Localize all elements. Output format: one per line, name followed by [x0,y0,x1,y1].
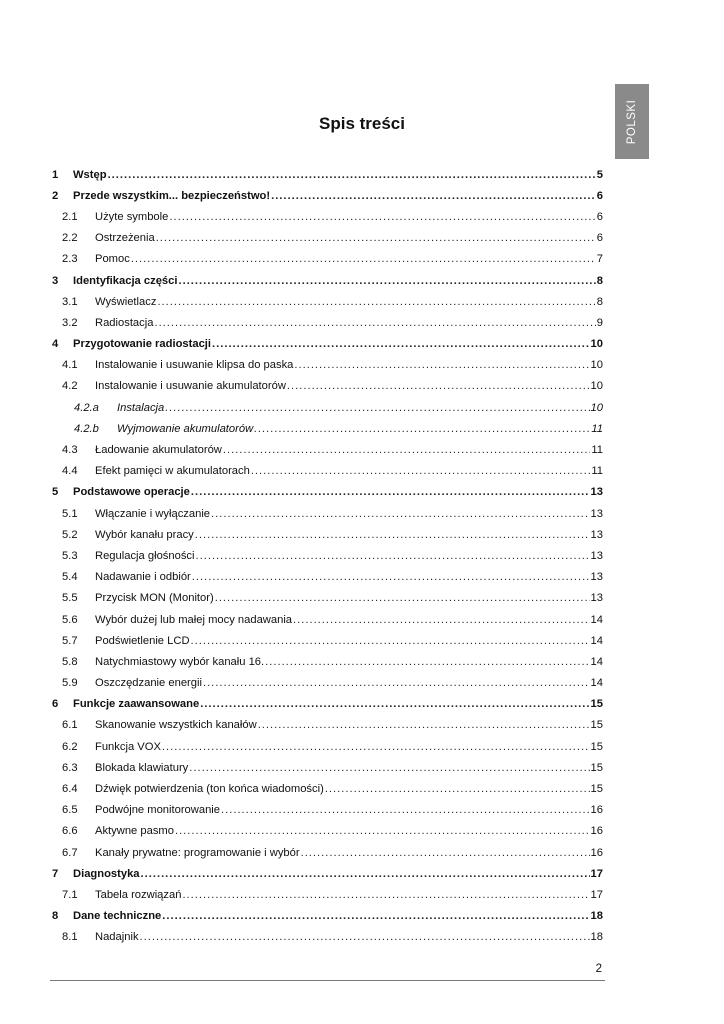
toc-entry-number: 4.1 [62,359,78,372]
toc-entry[interactable] [52,334,603,355]
toc-entry-number: 5.9 [62,677,78,690]
toc-entry-title: Regulacja głośności [95,549,195,562]
toc-entry[interactable] [52,206,603,227]
toc-leader-dots [192,571,590,583]
toc-leader-dots [169,211,595,223]
toc-leader-dots [287,380,590,392]
toc-entry-title: Wybór kanału pracy [95,528,194,541]
toc-entry[interactable] [52,736,603,757]
toc-entry-page: 15 [590,740,603,753]
toc-entry-page: 13 [590,549,603,562]
toc-entry[interactable] [52,418,603,439]
toc-entry-title: Wyjmowanie akumulatorów [117,422,254,435]
toc-leader-dots [178,275,595,287]
toc-leader-dots [293,614,590,626]
toc-entry-title: Oszczędzanie energii [95,677,202,690]
toc-entry-title: Podstawowe operacje [73,486,190,499]
toc-entry-page: 11 [591,444,603,457]
toc-entry-page: 6 [596,210,603,223]
toc-entry-title: Tabela rozwiązań [95,888,182,901]
toc-entry-page: 13 [590,486,603,499]
toc-entry-page: 10 [590,401,603,414]
toc-entry-title: Ładowanie akumulatorów [95,444,222,457]
toc-entry[interactable] [52,482,603,503]
toc-entry-number: 5.5 [62,592,78,605]
toc-leader-dots [156,232,596,244]
toc-entry-page: 16 [590,846,603,859]
toc-entry-page: 13 [590,592,603,605]
toc-entry[interactable] [52,567,603,588]
toc-entry-number: 6.5 [62,804,78,817]
toc-entry-title: Użyte symbole [95,210,169,223]
toc-entry[interactable] [52,524,603,545]
toc-entry[interactable] [52,185,603,206]
toc-entry-number: 6.7 [62,846,78,859]
toc-entry-number: 5.3 [62,549,78,562]
toc-entry-number: 6.1 [62,719,78,732]
toc-entry-title: Instalowanie i usuwanie akumulatorów [95,380,286,393]
toc-entry-number: 6.2 [62,740,78,753]
toc-entry[interactable] [52,503,603,524]
toc-entry-title: Radiostacja [95,316,154,329]
toc-entry-page: 5 [596,168,603,181]
toc-entry-title: Przygotowanie radiostacji [73,338,212,351]
toc-entry-page: 17 [590,867,603,880]
toc-entry-number: 4.4 [62,465,78,478]
toc-leader-dots [191,635,590,647]
toc-leader-dots [131,253,596,265]
toc-leader-dots [294,359,589,371]
table-of-contents [52,164,603,948]
toc-leader-dots [211,508,590,520]
toc-entry-number: 2.2 [62,232,78,245]
toc-entry-title: Przede wszystkim... bezpieczeństwo! [73,189,271,202]
toc-entry-page: 15 [590,783,603,796]
toc-entry-page: 17 [590,888,603,901]
toc-entry-page: 13 [590,507,603,520]
toc-entry-title: Włączanie i wyłączanie [95,507,211,520]
toc-leader-dots [301,847,590,859]
toc-leader-dots [162,910,589,922]
toc-entry[interactable] [52,884,603,905]
toc-leader-dots [108,169,596,181]
toc-entry-number: 3.1 [62,295,78,308]
toc-entry-title: Wstęp [73,168,107,181]
toc-entry-number: 4.2.a [74,401,99,414]
toc-leader-dots [189,762,589,774]
toc-leader-dots [265,656,589,668]
toc-entry[interactable] [52,927,603,948]
toc-entry-title: Funkcja VOX [95,740,161,753]
toc-leader-dots [154,317,595,329]
toc-entry-title: Przycisk MON (Monitor) [95,592,214,605]
toc-entry-title: Nadajnik [95,931,139,944]
toc-entry-page: 10 [590,380,603,393]
toc-entry-number: 3 [52,274,59,287]
toc-entry-title: Blokada klawiatury [95,761,189,774]
toc-entry-page: 8 [596,274,603,287]
toc-entry-number: 5.6 [62,613,78,626]
toc-entry-number: 5.4 [62,571,78,584]
toc-entry-number: 3.2 [62,316,78,329]
toc-leader-dots [157,296,595,308]
toc-entry[interactable] [52,842,603,863]
toc-leader-dots [182,889,589,901]
toc-entry-number: 5.8 [62,655,78,668]
toc-entry-title: Wyświetlacz [95,295,157,308]
toc-entry-page: 8 [596,295,603,308]
toc-entry[interactable] [52,588,603,609]
toc-entry-number: 4.2.b [74,422,99,435]
toc-entry[interactable] [52,651,603,672]
toc-entry[interactable] [52,312,603,333]
toc-entry-title: Ostrzeżenia [95,232,155,245]
toc-entry-page: 11 [591,422,603,435]
toc-entry[interactable] [52,673,603,694]
toc-entry-page: 10 [590,338,603,351]
toc-entry-number: 7.1 [62,888,78,901]
toc-entry[interactable] [52,609,603,630]
toc-entry-number: 4 [52,338,59,351]
toc-entry-title: Dane techniczne [73,910,162,923]
toc-leader-dots [215,592,590,604]
toc-entry-number: 1 [52,168,59,181]
toc-entry-number: 8 [52,910,59,923]
toc-entry-number: 2 [52,189,59,202]
toc-leader-dots [258,719,590,731]
toc-leader-dots [325,783,590,795]
toc-entry-page: 11 [591,465,603,478]
toc-entry[interactable] [52,439,603,460]
toc-leader-dots [191,486,590,498]
toc-leader-dots [175,825,590,837]
footer-divider [50,980,605,981]
toc-entry-page: 9 [596,316,603,329]
toc-entry-page: 7 [596,253,603,266]
toc-entry-page: 18 [590,910,603,923]
toc-entry[interactable] [52,630,603,651]
toc-entry-title: Dźwięk potwierdzenia (ton końca wiadomości) [95,783,324,796]
toc-entry[interactable] [52,355,603,376]
toc-entry-title: Podświetlenie LCD [95,634,190,647]
toc-entry-number: 6 [52,698,59,711]
toc-entry[interactable] [52,228,603,249]
toc-entry[interactable] [52,270,603,291]
toc-entry-number: 7 [52,867,59,880]
toc-leader-dots [221,804,590,816]
toc-entry[interactable] [52,863,603,884]
toc-entry-title: Wybór dużej lub małej mocy nadawania [95,613,293,626]
toc-entry[interactable] [52,376,603,397]
toc-entry-title: Natychmiastowy wybór kanału 16. [95,655,265,668]
toc-entry-page: 14 [590,634,603,647]
toc-entry[interactable] [52,164,603,185]
toc-leader-dots [251,465,591,477]
toc-entry[interactable] [52,778,603,799]
toc-entry-title: Identyfikacja części [73,274,178,287]
toc-entry-number: 2.1 [62,210,78,223]
toc-entry-title: Podwójne monitorowanie [95,804,221,817]
toc-entry-page: 14 [590,677,603,690]
toc-entry[interactable] [52,291,603,312]
toc-entry[interactable] [52,461,603,482]
toc-entry-page: 16 [590,804,603,817]
toc-leader-dots [196,550,590,562]
toc-entry-title: Diagnostyka [73,867,140,880]
toc-entry-page: 10 [590,359,603,372]
toc-entry-page: 14 [590,655,603,668]
toc-entry[interactable] [52,821,603,842]
toc-leader-dots [203,677,590,689]
toc-entry-number: 5 [52,486,59,499]
toc-entry-number: 2.3 [62,253,78,266]
toc-entry-page: 15 [590,761,603,774]
toc-leader-dots [223,444,591,456]
toc-leader-dots [200,698,589,710]
toc-entry-page: 15 [590,719,603,732]
toc-entry[interactable] [52,397,603,418]
toc-leader-dots [254,423,590,435]
toc-leader-dots [141,868,590,880]
toc-entry-page: 16 [590,825,603,838]
toc-entry[interactable] [52,249,603,270]
toc-entry-page: 18 [590,931,603,944]
toc-entry-title: Instalacja [117,401,165,414]
toc-entry[interactable] [52,757,603,778]
toc-entry[interactable] [52,694,603,715]
toc-entry-page: 13 [590,528,603,541]
toc-leader-dots [212,338,590,350]
toc-entry-page: 15 [590,698,603,711]
toc-leader-dots [271,190,596,202]
page-title: Spis treści [319,114,405,133]
toc-leader-dots [140,931,590,943]
toc-entry-number: 6.3 [62,761,78,774]
toc-entry-page: 13 [590,571,603,584]
toc-entry[interactable] [52,715,603,736]
toc-entry[interactable] [52,906,603,927]
toc-entry-number: 6.6 [62,825,78,838]
toc-entry-title: Aktywne pasmo [95,825,174,838]
toc-entry-title: Efekt pamięci w akumulatorach [95,465,250,478]
toc-entry-number: 6.4 [62,783,78,796]
toc-entry-number: 5.7 [62,634,78,647]
toc-entry-title: Funkcje zaawansowane [73,698,200,711]
toc-entry-number: 5.2 [62,528,78,541]
toc-entry-number: 5.1 [62,507,78,520]
toc-leader-dots [195,529,590,541]
language-tab-label: POLSKI [626,99,638,144]
toc-entry[interactable] [52,545,603,566]
toc-leader-dots [165,402,589,414]
toc-entry-number: 8.1 [62,931,78,944]
toc-entry-title: Nadawanie i odbiór [95,571,191,584]
toc-entry-title: Pomoc [95,253,130,266]
toc-entry-page: 6 [596,232,603,245]
toc-entry-title: Skanowanie wszystkich kanałów [95,719,257,732]
toc-entry[interactable] [52,800,603,821]
toc-leader-dots [162,741,590,753]
toc-entry-number: 4.2 [62,380,78,393]
page-number: 2 [595,963,602,975]
toc-entry-page: 14 [590,613,603,626]
toc-entry-title: Kanały prywatne: programowanie i wybór [95,846,300,859]
toc-entry-number: 4.3 [62,444,78,457]
toc-entry-page: 6 [596,189,603,202]
toc-entry-title: Instalowanie i usuwanie klipsa do paska [95,359,294,372]
